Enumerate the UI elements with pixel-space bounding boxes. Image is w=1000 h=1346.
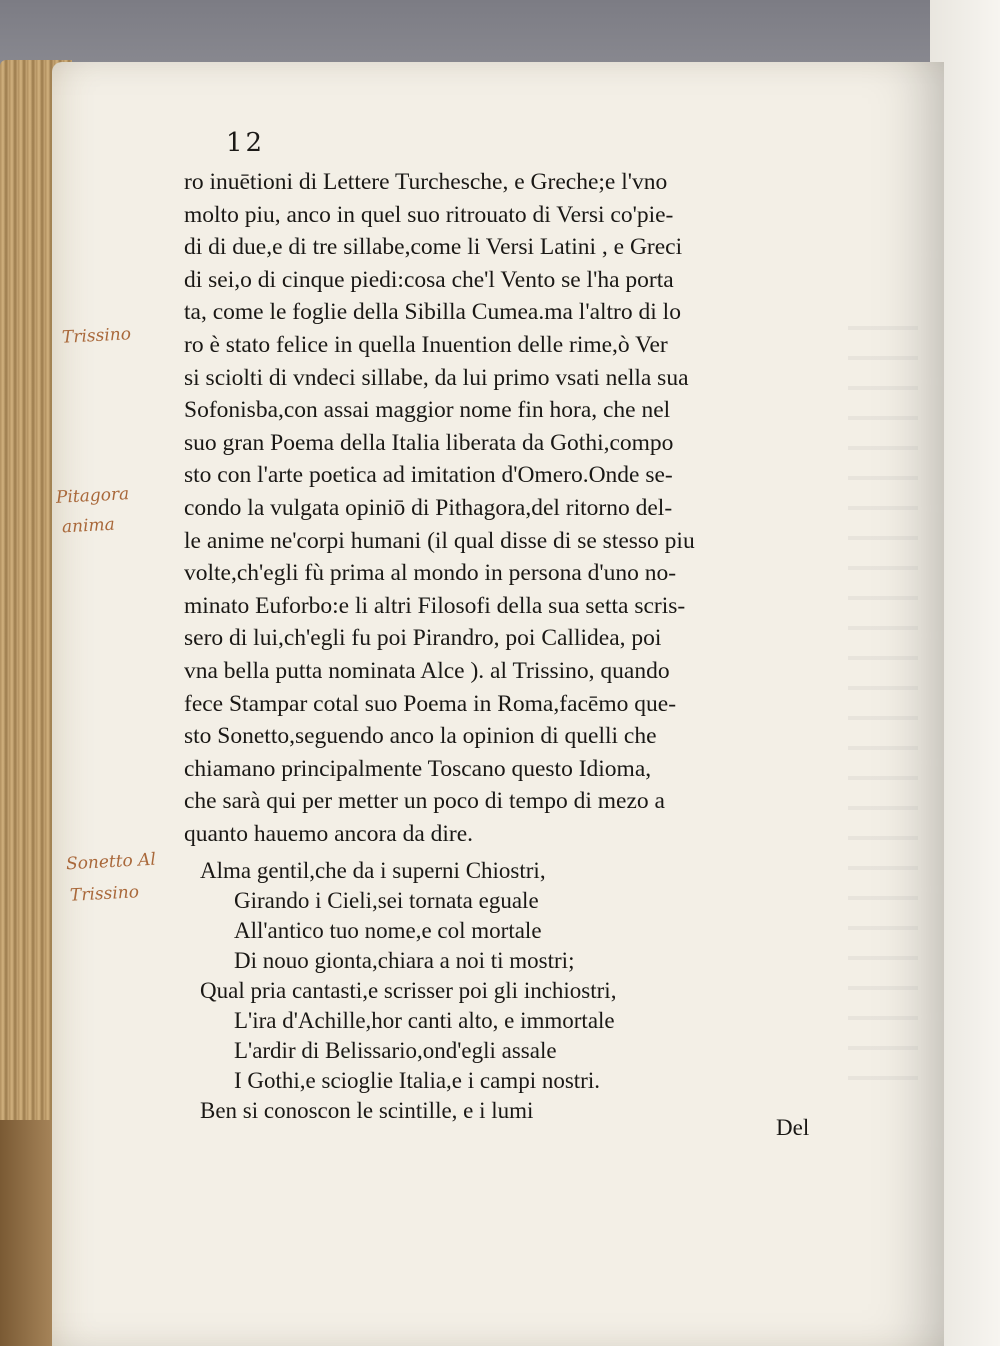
show-through-lines: [848, 300, 918, 1100]
prose-line: ro è stato felice in quella Inuention delle rime,ò Ver: [184, 331, 668, 358]
prose-line: sto Sonetto,seguendo anco la opinion di quelli che: [184, 723, 657, 750]
page-number: 12: [226, 128, 266, 158]
prose-line: le anime ne'corpi humani (il qual disse di se stesso piu: [184, 527, 695, 554]
prose-line: molto piu, anco in quel suo ritrouato di Versi co'pie-: [184, 201, 674, 228]
poem-line: I Gothi,e scioglie Italia,e i campi nostri.: [234, 1068, 600, 1093]
marginal-note: Pitagora: [55, 484, 130, 508]
prose-line: ta, come le foglie della Sibilla Cumea.ma l'altro di lo: [184, 299, 681, 326]
prose-line: di di due,e di tre sillabe,come li Versi Latini , e Greci: [184, 234, 683, 261]
poem-line: Ben si conoscon le scintille, e i lumi: [200, 1098, 534, 1123]
prose-line: si sciolti di vndeci sillabe, da lui primo vsati nella sua: [184, 364, 689, 391]
prose-line: sto con l'arte poetica ad imitation d'Omero.Onde se-: [184, 462, 673, 489]
prose-line: volte,ch'egli fù prima al mondo in persona d'uno no-: [184, 560, 677, 587]
marginal-note: anima: [61, 514, 116, 538]
marginal-note: Trissino: [69, 882, 140, 906]
prose-line: sero di lui,ch'egli fu poi Pirandro, poi Callidea, poi: [184, 625, 662, 652]
poem-line: L'ira d'Achille,hor canti alto, e immortale: [234, 1008, 615, 1033]
poem-line: All'antico tuo nome,e col mortale: [234, 918, 542, 943]
sonnet: [200, 856, 760, 1126]
prose-line: vna bella putta nominata Alce ). al Trissino, quando: [184, 657, 670, 684]
prose-line: che sarà qui per metter un poco di tempo di mezo a: [184, 788, 665, 815]
prose-line: di sei,o di cinque piedi:cosa che'l Vento se l'ha porta: [184, 266, 674, 293]
prose-text: [184, 166, 824, 850]
prose-line: condo la vulgata opiniō di Pithagora,del ritorno del-: [184, 494, 673, 521]
prose-line: suo gran Poema della Italia liberata da Gothi,compo: [184, 429, 674, 456]
poem-line: Di nouo gionta,chiara a noi ti mostri;: [234, 948, 575, 973]
prose-line: fece Stampar cotal suo Poema in Roma,facēmo que-: [184, 690, 677, 717]
poem-line: Alma gentil,che da i superni Chiostri,: [200, 858, 546, 883]
prose-line: minato Euforbo:e li altri Filosofi della sua setta scris-: [184, 592, 686, 619]
poem-line: Qual pria cantasti,e scrisser poi gli inchiostri,: [200, 978, 617, 1003]
poem-line: L'ardir di Belissario,ond'egli assale: [234, 1038, 557, 1063]
prose-line: chiamano principalmente Toscano questo Idioma,: [184, 755, 652, 782]
marginal-note: Sonetto Al: [65, 849, 157, 875]
marginal-note: Trissino: [61, 324, 132, 348]
prose-line: quanto hauemo ancora da dire.: [184, 820, 474, 847]
prose-line: ro inuētioni di Lettere Turchesche, e Greche;e l'vno: [184, 169, 668, 195]
catchword: Del: [776, 1115, 810, 1140]
poem-line: Girando i Cieli,sei tornata eguale: [234, 888, 539, 913]
prose-line: Sofonisba,con assai maggior nome fin hora, che nel: [184, 397, 671, 424]
